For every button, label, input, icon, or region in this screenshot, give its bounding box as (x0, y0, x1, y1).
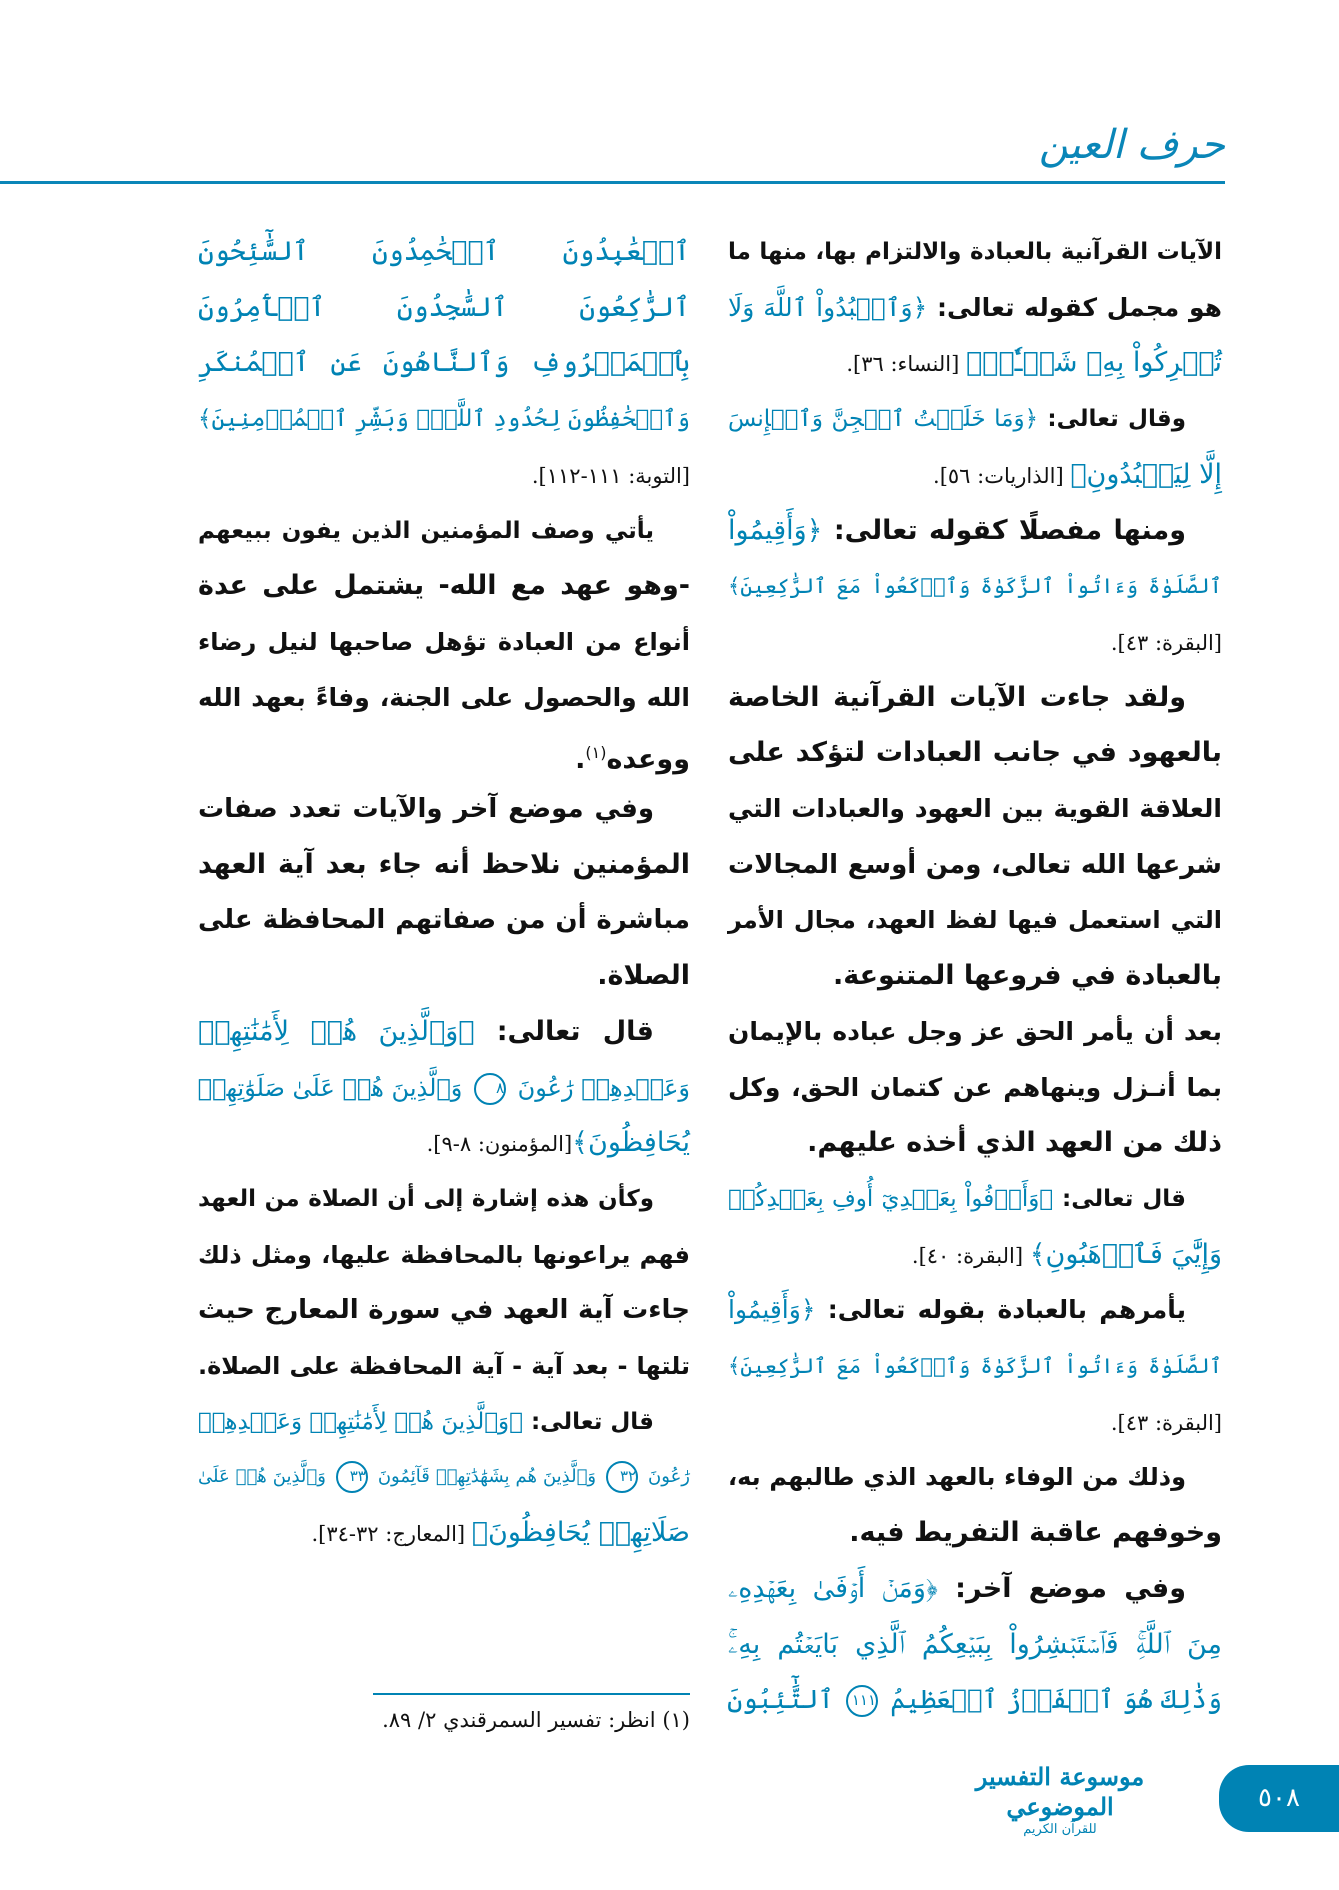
text-line (198, 503, 690, 559)
verse-reference: [البقرة: ٤٣]. (1110, 630, 1222, 655)
logo-title: موسوعة التفسير الموضوعي (975, 1762, 1145, 1821)
body-text: وفي موضع آخر والآيات تعدد صفات (198, 794, 654, 824)
text-line (198, 1338, 690, 1394)
quran-verse-text: ﴿وَمَنۡ أَوۡفَىٰ بِعَهۡدِهِۦ (728, 1572, 938, 1604)
quran-verse-text: وَٱلۡحَٰفِظُونَ لِحُدُودِ ٱللَّهِۗ وَبَشِّرِ ٱلۡمُؤۡمِنِينَ﴾ (198, 406, 690, 433)
quran-verse-text: ﴿وَٱلَّذِينَ هُمۡ لِأَمَٰنَٰتِهِمۡ (198, 1015, 475, 1047)
text-line (728, 447, 1222, 503)
quran-verse-text: إِلَّا لِيَعۡبُدُونِ﴾ (1070, 458, 1222, 490)
text-line (728, 1505, 1222, 1561)
body-text: تلتها - بعد آية - آية المحافظة على الصلاة. (198, 1352, 690, 1380)
body-text: مباشرة أن من صفاتهم المحافظة على (198, 905, 690, 936)
body-text: -وهو عهد مع الله- يشتمل على عدة (198, 570, 690, 602)
text-line (728, 503, 1222, 559)
body-text: فهم يراعونها بالمحافظة عليها، ومثل ذلك (198, 1240, 690, 1269)
text-line (728, 1394, 1222, 1450)
body-text: ومنها مفصلًا كقوله تعالى: (822, 514, 1186, 546)
text-line (198, 781, 690, 837)
text-line (728, 1115, 1222, 1171)
text-line (198, 224, 690, 280)
text-line (728, 614, 1222, 670)
body-text: شرعها الله تعالى، ومن أوسع المجالات (728, 849, 1222, 880)
encyclopedia-logo (935, 1762, 1185, 1838)
body-text: وكأن هذه إشارة إلى أن الصلاة من العهد (198, 1185, 654, 1212)
text-line (728, 892, 1222, 948)
text-line (198, 1115, 690, 1171)
text-line (728, 1282, 1222, 1338)
text-line (728, 1338, 1222, 1394)
body-text: يأتي وصف المؤمنين الذين يفون ببيعهم (198, 517, 654, 544)
quran-verse-text: ﴿وَأَقِيمُواْ (728, 1295, 816, 1325)
body-text: وخوفهم عاقبة التفريط فيه. (849, 1517, 1222, 1549)
body-text: بما أنـزل وينهاهم عن كتمان الحق، وكل (728, 1072, 1222, 1102)
body-text: وذلك من الوفاء بالعهد الذي طالبهم به، (728, 1463, 1186, 1492)
text-line (198, 1505, 690, 1561)
quran-verse-text: ﴿وَأَقِيمُواْ (728, 514, 823, 546)
verse-reference: [المؤمنون: ٨-٩]. (426, 1132, 573, 1157)
quran-verse-text: وَإِيَّٰيَ فَٱرۡهَبُونِ﴾ (1029, 1238, 1222, 1270)
text-line (198, 1394, 690, 1450)
body-text: هو مجمل كقوله تعالى: (927, 292, 1222, 322)
text-line (728, 1449, 1222, 1505)
quran-verse-text: بِٱلۡمَعۡرُوفِ وَٱلنَّاهُونَ عَنِ ٱلۡمُنكَرِ (198, 347, 690, 379)
quran-verse-text: ٱلتَّٰٓئِبُونَ (727, 1685, 843, 1716)
footnote-marker[interactable]: (١) (585, 743, 607, 763)
body-text: يأمرهم بالعبادة بقوله تعالى: (815, 1295, 1186, 1325)
quran-verse-text: ﴿وَٱلَّذِينَ هُمۡ لِأَمَٰنَٰتِهِمۡ وَعَهۡدِهِمۡ (197, 1408, 523, 1435)
text-line (198, 837, 690, 893)
text-line (728, 1561, 1222, 1617)
body-text: الله والحصول على الجنة، وفاءً بعهد الله (198, 682, 690, 712)
verse-reference: [البقرة: ٤٠]. (911, 1243, 1030, 1268)
quran-verse-text: ٱلرَّٰكِعُونَ ٱلسَّٰجِدُونَ ٱلۡأٓمِرُونَ (198, 291, 690, 323)
verse-reference: [التوبة: ١١١-١١٢]. (531, 463, 690, 488)
body-text: وقال تعالى: (1038, 406, 1186, 433)
quran-verse-text: وَٱلَّذِينَ هُمۡ عَلَىٰ صَلَوَٰتِهِمۡ (197, 1073, 471, 1102)
page-number-badge: ٥٠٨ (1219, 1765, 1339, 1832)
text-line (728, 1004, 1222, 1060)
body-text: العلاقة القوية بين العهود والعبادات التي (728, 794, 1222, 823)
text-line (728, 558, 1222, 614)
quran-verse-text: يُحَافِظُونَ﴾ (572, 1127, 690, 1159)
body-text: المؤمنين نلاحظ أنه جاء بعد آية العهد (198, 848, 690, 880)
quran-verse-text: ٱلصَّلَوٰةَ وَءَاتُواْ ٱلزَّكَوٰةَ وَٱرۡكَعُواْ مَعَ ٱلرَّٰكِعِينَ﴾ (728, 574, 1222, 599)
body-text: الصلاة. (597, 960, 690, 992)
text-line (728, 1227, 1222, 1283)
body-text: بعد أن يأمر الحق عز وجل عباده بالإيمان (728, 1016, 1222, 1046)
text-line (728, 391, 1222, 447)
text-line (198, 892, 690, 948)
quran-verse-text: ٱلصَّلَوٰةَ وَءَاتُواْ ٱلزَّكَوٰةَ وَٱرۡكَعُواْ مَعَ ٱلرَّٰكِعِينَ﴾ (728, 1354, 1222, 1378)
body-text: ولقد جاءت الآيات القرآنية الخاصة (728, 681, 1186, 713)
text-line (728, 837, 1222, 893)
body-text: جاءت آية العهد في سورة المعارج حيث (198, 1295, 690, 1326)
text-line (198, 1227, 690, 1283)
text-line (198, 1449, 690, 1505)
quran-verse-text: صَلَاتِهِمۡ يُحَافِظُونَ﴾ (471, 1517, 690, 1549)
verse-number-marker: ٣٣ (336, 1461, 368, 1493)
verse-reference: [البقرة: ٤٣]. (1110, 1410, 1222, 1435)
verse-reference: [المعارج: ٣٢-٣٤]. (311, 1522, 472, 1547)
text-line (198, 948, 690, 1004)
text-line (728, 1672, 1222, 1728)
text-line (198, 1282, 690, 1338)
text-line (728, 948, 1222, 1004)
text-line (728, 224, 1222, 280)
body-text: وفي موضع آخر: (937, 1572, 1186, 1604)
text-line (198, 280, 690, 336)
text-line (198, 558, 690, 614)
body-text: . (575, 744, 586, 776)
quran-verse-text: مِنَ ٱللَّهِۚ فَٱسۡتَبۡشِرُواْ بِبَيۡعِكُمُ ٱلَّذِي بَايَعۡتُم بِهِۦۚ (728, 1628, 1222, 1660)
verse-number-marker: ٨ (474, 1073, 506, 1105)
text-line (728, 1060, 1222, 1116)
quran-verse-text: ﴿وَٱعۡبُدُواْ ٱللَّهَ وَلَا (728, 292, 928, 322)
body-text: أنواع من العبادة تؤهل صاحبها لنيل رضاء (198, 627, 690, 656)
body-text: التي استعمل فيها لفظ العهد، مجال الأمر (728, 906, 1222, 935)
text-line (198, 447, 690, 503)
text-line (728, 335, 1222, 391)
text-line (728, 1617, 1222, 1673)
text-line (728, 280, 1222, 336)
verse-reference: [النساء: ٣٦]. (846, 352, 966, 377)
text-line (198, 725, 690, 781)
text-line (728, 1171, 1222, 1227)
text-line (198, 614, 690, 670)
body-text: قال تعالى: (474, 1015, 654, 1047)
body-text: الآيات القرآنية بالعبادة والالتزام بها، منها ما (728, 239, 1222, 265)
quran-verse-text: ٱلۡعَٰبِدُونَ ٱلۡحَٰمِدُونَ ٱلسَّٰٓئِحُونَ (198, 236, 690, 267)
body-text: قال تعالى: (522, 1408, 654, 1435)
header-divider (0, 181, 1225, 184)
footnote-divider (373, 1693, 690, 1695)
quran-verse-text: رَٰعُونَ (642, 1466, 690, 1488)
quran-verse-text: تُشۡرِكُواْ بِهِۦ شَيۡـٔٗاۖ﴾ (965, 347, 1222, 379)
text-line (728, 725, 1222, 781)
body-text: قال تعالى: (1053, 1185, 1186, 1212)
quran-verse-text: وَٱلَّذِينَ هُم بِشَهَٰدَٰتِهِمۡ قَآئِمُونَ (371, 1466, 603, 1488)
body-text: ووعده (606, 744, 690, 776)
body-text: بالعبادة في فروعها المتنوعة. (832, 960, 1222, 992)
quran-verse-text: وَعَهۡدِهِمۡ رَٰعُونَ (510, 1073, 690, 1102)
text-line (728, 781, 1222, 837)
text-line (198, 670, 690, 726)
quran-verse-text: وَذَٰلِكَ هُوَ ٱلۡفَوۡزُ ٱلۡعَظِيمُ (882, 1685, 1222, 1716)
quran-verse-text: ﴿وَمَا خَلَقۡتُ ٱلۡجِنَّ وَٱلۡإِنسَ (728, 406, 1039, 433)
text-line (198, 1060, 690, 1116)
chapter-header-title: حرف العين (1038, 122, 1225, 168)
verse-reference: [الذاريات: ٥٦]. (933, 463, 1071, 488)
text-line (728, 670, 1222, 726)
text-line (198, 1004, 690, 1060)
text-line (198, 335, 690, 391)
footnote: (١) انظر: تفسير السمرقندي ٢/ ٨٩. (382, 1708, 690, 1732)
verse-number-marker: ١١١ (846, 1685, 878, 1717)
body-text: بالعهود في جانب العبادات لتؤكد على (728, 737, 1222, 769)
body-text: ذلك من العهد الذي أخذه عليهم. (807, 1127, 1222, 1159)
quran-verse-text: ﴿وَأَوۡفُواْ بِعَهۡدِيٓ أُوفِ بِعَهۡدِكُمۡ (728, 1185, 1054, 1212)
logo-subtitle: للقرآن الكريم (1023, 1822, 1097, 1837)
text-line (198, 1171, 690, 1227)
text-line (198, 391, 690, 447)
verse-number-marker: ٣٢ (606, 1461, 638, 1493)
quran-verse-text: وَٱلَّذِينَ هُمۡ عَلَىٰ (198, 1466, 332, 1488)
